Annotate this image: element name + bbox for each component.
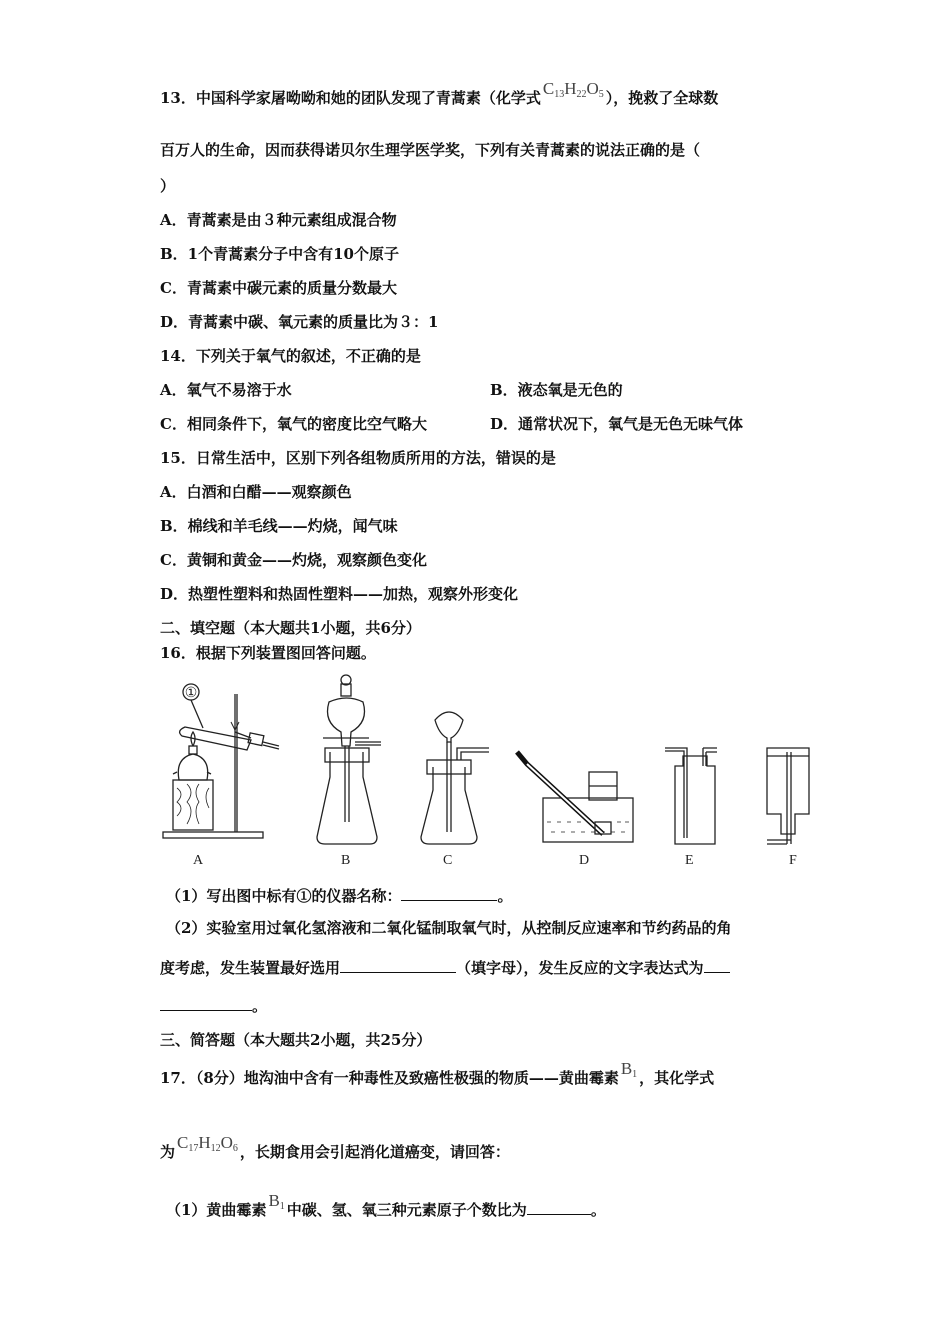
q16-stem: 16．根据下列装置图回答问题。 [160,644,376,662]
q14-stem: 14．下列关于氧气的叙述，不正确的是 [160,347,421,365]
q15-stem: 15．日常生活中，区别下列各组物质所用的方法，错误的是 [160,449,556,467]
label-b: B [341,853,351,868]
q17-sub1: （1）黄曲霉素 $B_1$ 中碳、氢、氧三种元素原子个数比为 。 [166,1191,606,1219]
answer-blank[interactable] [527,1200,591,1215]
q17-stem-line1: 17．（8分）地沟油中含有一种毒性及致癌性极强的物质——黄曲霉素 $B_1$ ，其化学式 [160,1059,715,1087]
q16-sub2-line3: 。 [160,996,267,1016]
label-e: E [685,853,694,868]
label-f: F [789,853,797,868]
artemisinin-formula: $C_{13}H_{22}O_5$ [542,79,604,100]
q14-option-d: D．通常状况下，氧气是无色无味气体 [490,415,744,433]
section-3-heading: 三、简答题（本大题共2小题，共25分） [160,1031,432,1049]
q15-option-a: A．白酒和白醋——观察颜色 [160,483,352,501]
flask-b [317,752,377,844]
wash-bottle [675,756,715,844]
marker-label: ① [184,686,198,701]
flask-c [421,767,477,844]
answer-blank[interactable] [340,958,456,973]
q14-option-c: C．相同条件下，氧气的密度比空气略大 [160,415,427,433]
q15-option-c: C．黄铜和黄金——灼烧，观察颜色变化 [160,551,427,569]
q14-option-b: B．液态氧是无色的 [490,381,623,399]
section-2-heading: 二、填空题（本大题共1小题，共6分） [160,619,421,637]
aflatoxin-formula: $C_{17}H_{12}O_6$ [177,1133,238,1154]
apparatus-b [317,675,381,844]
answer-blank[interactable] [704,958,730,973]
q17-stem-line2: 为 $C_{17}H_{12}O_6$ ，长期食用会引起消化道癌变，请回答： [160,1133,510,1161]
q13-option-a: A．青蒿素是由３种元素组成混合物 [160,211,397,229]
aflatoxin-b1: $B_1$ [620,1059,638,1080]
apparatus-e [665,748,717,844]
q13-stem-line1: 13．中国科学家屠呦呦和她的团队发现了青蒿素（化学式 $C_{13}H_{22}O_5$ ），挽救了全球数 [160,79,719,107]
answer-blank[interactable] [401,886,497,901]
q13-stem-line3: ） [160,177,176,195]
label-a: A [193,853,204,868]
q16-sub2-line2: 度考虑，发生装置最好选用 （填字母），发生反应的文字表达式为 [160,958,730,978]
label-d: D [579,853,590,868]
q13-option-c: C．青蒿素中碳元素的质量分数最大 [160,279,397,297]
answer-blank[interactable] [160,996,252,1011]
alcohol-lamp [178,754,207,780]
label-c: C [443,853,453,868]
apparatus-c [421,712,489,844]
aflatoxin-b1: $B_1$ [268,1191,285,1212]
apparatus-a [163,684,279,838]
apparatus-figure [155,672,815,872]
apparatus-f [767,748,809,844]
long-neck-funnel [435,712,463,742]
q15-option-b: B．棉线和羊毛线——灼烧，闻气味 [160,517,398,535]
q16-sub2-line1: （2）实验室用过氧化氢溶液和二氧化锰制取氧气时，从控制反应速率和节约药品的角 [166,919,732,937]
q13-stem-line2: 百万人的生命，因而获得诺贝尔生理学医学奖，下列有关青蒿素的说法正确的是（ [160,141,701,159]
q14-option-a: A．氧气不易溶于水 [160,381,292,399]
q15-option-d: D．热塑性塑料和热固性塑料——加热，观察外形变化 [160,585,519,603]
stand-base [163,832,263,838]
apparatus-d [517,752,633,842]
inverted-bottle [767,748,809,834]
q13-option-d: D．青蒿素中碳、氧元素的质量比为３：1 [160,313,439,331]
wood-block [173,780,213,830]
q13-option-b: B．1个青蒿素分子中含有10个原子 [160,245,399,263]
q16-sub1: （1）写出图中标有①的仪器名称： 。 [166,887,513,905]
separatory-funnel [328,698,365,746]
